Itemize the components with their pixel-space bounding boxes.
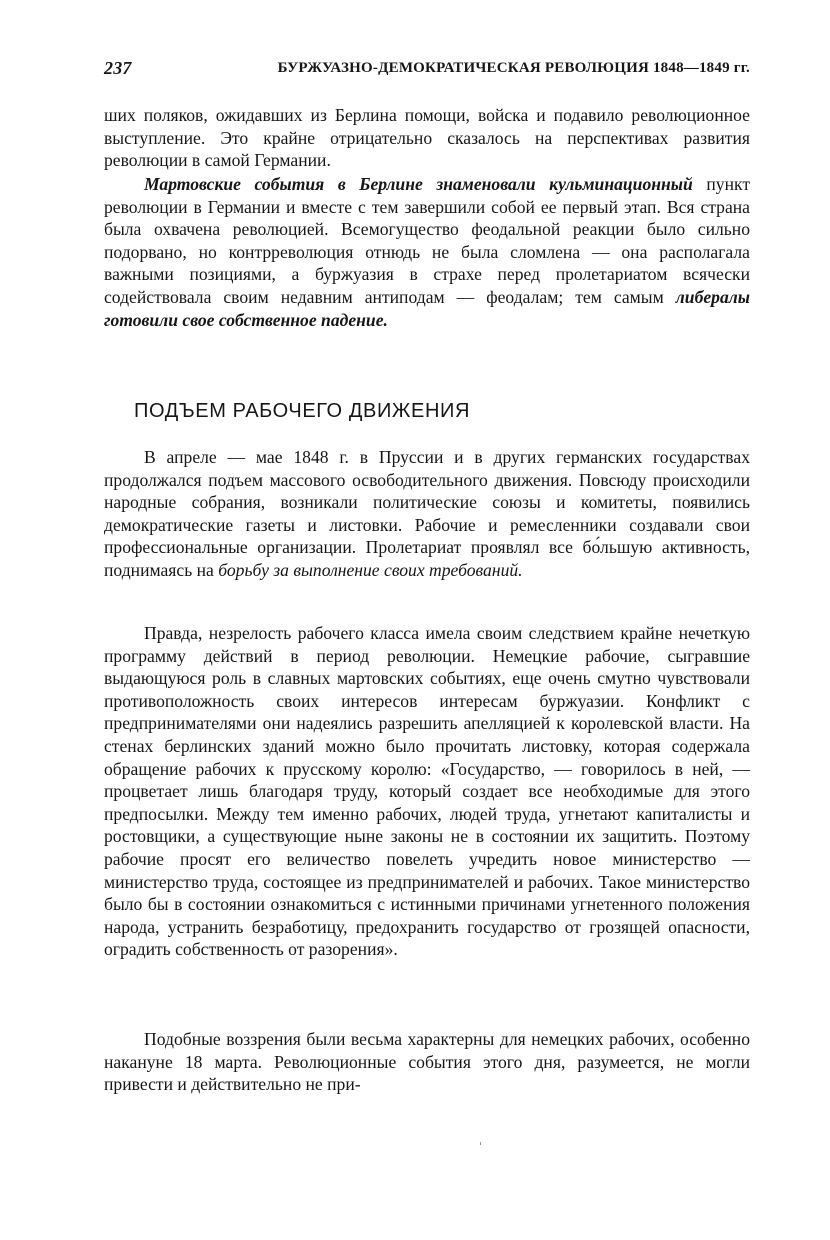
emphasis-struggle: борьбу за выполнение своих требований. xyxy=(218,559,523,580)
emphasis-march-events: Мартовские события в Берлине знаменовали кульминационный xyxy=(144,174,693,194)
running-header xyxy=(104,58,750,82)
paragraph-march-events-body: пункт революции в Германии и вместе с тем завершили собой ее первый этап. Вся страна была охвачена революцией. Всемогущество феодальной реакции было сильно подорвано, но контрреволюция отнюдь не была сломлена — она располагала важными позициями, а буржуазия в страхе перед пролетариатом всячески содействовала своим недавним антиподам — феодалам; тем самым xyxy=(104,174,751,307)
paragraph-continued: ших поляков, ожидавших из Берлина помощи, войска и подавило революционное выступление. Это крайне отрицательно сказалось на перспективах развития революции в самой Германии. xyxy=(104,105,750,171)
emphasis-liberals: либералы готовили свое собственное падение. xyxy=(104,286,750,330)
paragraph-april-may-body: В апреле — мае 1848 г. в Пруссии и в других германских государствах продолжался подъем массового освободительного движения. Повсюду происходили народные собрания, возникали политические союзы и комитеты, появились демократические газеты и листовки. Рабочие и ремесленники создавали свои профессиональные организации. Пролетариат проявлял все бо́льшую активность, поднимаясь на xyxy=(104,447,750,580)
running-title: БУРЖУАЗНО-ДЕМОКРАТИЧЕСКАЯ РЕВОЛЮЦИЯ 1848—1849 гг. xyxy=(277,60,750,76)
paragraph-march-events xyxy=(104,173,750,331)
paragraph-immaturity: Правда, незрелость рабочего класса имела своим следствием крайне нечеткую программу действий в период революции. Немецкие рабочие, сыгравшие выдающуюся роль в славных мартовских событиях, еще очень смутно чувствовали противоположность своих интересов интересам буржуазии. Конфликт с предпринимателями они надеялись разрешить апелляцией к королевской власти. На стенах берлинских зданий можно было прочитать листовку, которая содержала обращение рабочих к прусскому королю: «Государство, — говорилось в ней, — процветает лишь благодаря труду, который создает все необходимые для этого предпосылки. Между тем именно рабочих, людей труда, угнетают капиталисты и ростовщики, а существующие ныне законы не в состоянии их защитить. Поэтому рабочие просят его величество повелеть учредить новое министерство — министерство труда, состоящее из предпринимателей и рабочих. Такое министерство было бы в состоянии ознакомиться с истинными причинами угнетенного положения народа, устранить безработицу, предохранить государство от грозящей опасности, оградить собственность от разорения». xyxy=(104,623,750,960)
paragraph-april-may xyxy=(104,446,750,582)
page-number: 237 xyxy=(104,58,132,78)
paragraph-views: Подобные воззрения были весьма характерны для немецких рабочих, особенно накануне 18 марта. Революционные события этого дня, разумеется, не могли привести и действительно не при- xyxy=(104,1029,750,1095)
section-heading: ПОДЪЕМ РАБОЧЕГО ДВИЖЕНИЯ xyxy=(134,400,471,422)
scan-speck xyxy=(480,1142,481,1145)
